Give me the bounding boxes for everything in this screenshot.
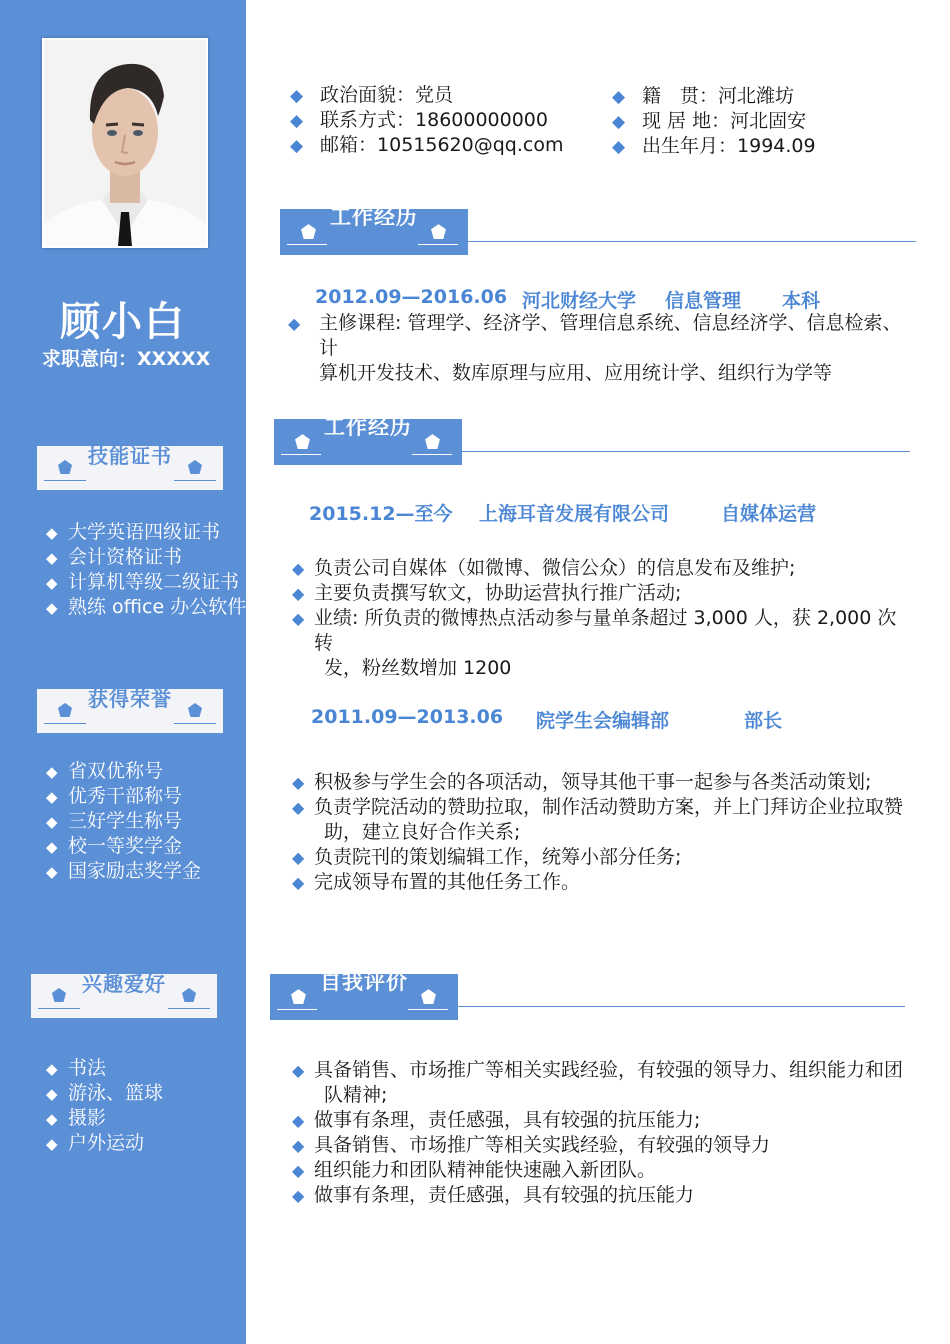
heading-underline [44,480,86,481]
edu-major: 信息管理 [665,290,742,312]
info-row: ◆ 现 居 地：河北固安 [612,109,816,134]
diamond-icon: ◆ [46,1060,58,1078]
diamond-icon: ◆ [290,136,304,156]
heading-underline [281,454,321,455]
pentagon-icon [181,987,197,1003]
list-item: ◆ 负责院刊的策划编辑工作，统筹小部分任务; [292,846,682,868]
diamond-icon: ◆ [292,1186,305,1205]
diamond-icon: ◆ [290,111,304,131]
diamond-icon: ◆ [46,524,58,542]
heading-underline [168,1008,210,1009]
diamond-icon: ◆ [292,584,305,603]
job1-company: 上海耳音发展有限公司 [479,503,670,525]
list-item: ◆ 做事有条理，责任感强，具有较强的抗压能力; [292,1109,701,1131]
heading-underline [174,480,216,481]
list-item: ◆ 业绩: 所负责的微博热点活动参与量单条超过 3,000 人，获 2,000 次转 发，粉丝数增加 1200 [292,607,897,679]
list-item: ◆ 负责公司自媒体（如微博、微信公众）的信息发布及维护; [292,557,796,579]
job1-role: 自媒体运营 [721,503,817,525]
section-tab [270,970,458,1020]
section-title: 自我评价 [320,970,408,994]
job2-bullets [292,770,912,895]
pentagon-icon [187,702,203,718]
diamond-icon: ◆ [288,314,301,333]
heading-underline [277,1009,317,1010]
diamond-icon: ◆ [46,788,58,806]
info-row: ◆ 联系方式：18600000000 [290,108,563,133]
job2-role: 部长 [744,710,783,732]
section-rule [458,1006,905,1007]
job-objective: 求职意向：XXXXX [42,348,211,370]
edu-period: 2012.09—2016.06 [315,286,508,308]
heading-underline [174,723,216,724]
self-eval-bullets [292,1058,912,1208]
pentagon-icon [51,987,67,1003]
job2-period: 2011.09—2013.06 [311,706,504,728]
diamond-icon: ◆ [612,87,626,107]
pentagon-icon [290,988,307,1005]
pentagon-icon [300,223,317,240]
diamond-icon: ◆ [46,1135,58,1153]
pentagon-icon [294,433,311,450]
job1-period: 2015.12—至今 [309,503,453,525]
list-item: ◆ 书法 [46,1056,163,1081]
honors-list [46,759,201,884]
info-row: ◆ 政治面貌：党员 [290,83,563,108]
heading-underline [287,244,327,245]
diamond-icon: ◆ [292,1161,305,1180]
list-item: ◆ 游泳、篮球 [46,1081,163,1106]
heading-underline [44,723,86,724]
diamond-icon: ◆ [292,559,305,578]
hobbies-list [46,1056,163,1156]
skills-heading [37,446,223,490]
hobbies-title: 兴趣爱好 [82,972,166,996]
diamond-icon: ◆ [46,838,58,856]
list-item: ◆ 大学英语四级证书 [46,520,246,545]
list-item: ◆ 三好学生称号 [46,809,201,834]
list-item: ◆ 户外运动 [46,1131,163,1156]
list-item: ◆ 主修课程: 管理学、经济学、管理信息系统、信息经济学、信息检索、计 算机开发技术、数库原理与应用、应用统计学、组织行为学等 [288,312,902,384]
personal-info-left [290,83,563,158]
pentagon-icon [57,459,73,475]
diamond-icon: ◆ [46,599,58,617]
section-tab [280,205,468,255]
profile-photo [42,38,208,248]
diamond-icon: ◆ [292,773,305,792]
list-item: ◆ 负责学院活动的赞助拉取，制作活动赞助方案，并上门拜访企业拉取赞 助，建立良好合作关系; [292,796,904,843]
diamond-icon: ◆ [292,798,305,817]
list-item: ◆ 积极参与学生会的各项活动，领导其他干事一起参与各类活动策划; [292,771,872,793]
section-rule [462,451,910,452]
diamond-icon: ◆ [46,549,58,567]
list-item: ◆ 做事有条理，责任感强，具有较强的抗压能力 [292,1184,695,1206]
pentagon-icon [420,988,437,1005]
personal-info-right [612,84,816,159]
edu-degree: 本科 [782,290,821,312]
info-row: ◆ 籍 贯：河北潍坊 [612,84,816,109]
diamond-icon: ◆ [46,813,58,831]
list-item: ◆ 会计资格证书 [46,545,246,570]
list-item: ◆ 组织能力和团队精神能快速融入新团队。 [292,1159,657,1181]
list-item: ◆ 摄影 [46,1106,163,1131]
heading-underline [408,1009,448,1010]
diamond-icon: ◆ [292,1136,305,1155]
sidebar [0,0,246,1344]
list-item: ◆ 优秀干部称号 [46,784,201,809]
skills-list [46,520,246,620]
diamond-icon: ◆ [292,848,305,867]
pentagon-icon [57,702,73,718]
diamond-icon: ◆ [292,1111,305,1130]
pentagon-icon [424,433,441,450]
diamond-icon: ◆ [46,763,58,781]
diamond-icon: ◆ [290,86,304,106]
list-item: ◆ 熟练 office 办公软件 [46,595,246,620]
section-tab [274,415,462,465]
section-title: 工作经历 [330,205,418,229]
skills-title: 技能证书 [88,444,172,468]
pentagon-icon [430,223,447,240]
info-row: ◆ 邮箱：10515620@qq.com [290,133,563,158]
list-item: ◆ 计算机等级二级证书 [46,570,246,595]
honors-title: 获得荣誉 [88,687,172,711]
diamond-icon: ◆ [46,574,58,592]
info-row: ◆ 出生年月：1994.09 [612,134,816,159]
diamond-icon: ◆ [292,873,305,892]
section-rule [468,241,916,242]
edu-school: 河北财经大学 [522,290,637,312]
diamond-icon: ◆ [292,609,305,628]
list-item: ◆ 具备销售、市场推广等相关实践经验，有较强的领导力 [292,1134,771,1156]
list-item: ◆ 具备销售、市场推广等相关实践经验，有较强的领导力、组织能力和团 队精神; [292,1059,904,1106]
section-title: 工作经历 [324,415,412,439]
list-item: ◆ 国家励志奖学金 [46,859,201,884]
list-item: ◆ 主要负责撰写软文，协助运营执行推广活动; [292,582,682,604]
list-item: ◆ 完成领导布置的其他任务工作。 [292,871,581,893]
diamond-icon: ◆ [612,112,626,132]
list-item: ◆ 校一等奖学金 [46,834,201,859]
diamond-icon: ◆ [612,137,626,157]
education-courses [288,311,908,386]
diamond-icon: ◆ [46,1085,58,1103]
heading-underline [418,244,458,245]
heading-underline [38,1008,80,1009]
list-item: ◆ 省双优称号 [46,759,201,784]
diamond-icon: ◆ [46,863,58,881]
pentagon-icon [187,459,203,475]
job1-bullets [292,556,912,681]
diamond-icon: ◆ [292,1061,305,1080]
job2-company: 院学生会编辑部 [536,710,670,732]
hobbies-heading [31,974,217,1018]
heading-underline [412,454,452,455]
honors-heading [37,689,223,733]
diamond-icon: ◆ [46,1110,58,1128]
candidate-name: 顾小白 [60,299,186,345]
